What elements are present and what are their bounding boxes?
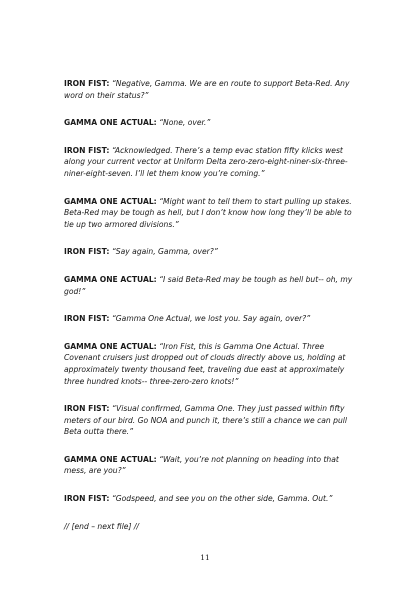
dialogue-line: “None, over.” [159,118,211,128]
dialogue-entry [64,78,356,101]
dialogue-line: “Negative, Gamma. We are en route to support Beta-Red. Any word on their status?” [64,79,350,100]
speaker-label: GAMMA ONE ACTUAL: [64,341,157,351]
speaker-label: IRON FIST: [64,79,110,88]
speaker-label: GAMMA ONE ACTUAL: [64,274,157,284]
dialogue-entry [64,274,356,297]
dialogue-line: “Godspeed, and see you on the other side, Gamma. Out.” [111,494,333,504]
dialogue-entry [64,403,356,438]
dialogue-entry [64,493,356,505]
speaker-label: IRON FIST: [64,494,110,504]
speaker-label: GAMMA ONE ACTUAL: [64,454,157,464]
dialogue-line: “Visual confirmed, Gamma One. They just passed within fifty meters of our bird. Go NOA and punch it, there’s still a chance we can pull Beta outta there.” [64,404,348,437]
speaker-label: GAMMA ONE ACTUAL: [64,196,157,206]
dialogue-entry [64,196,356,231]
speaker-label: IRON FIST: [64,314,110,324]
end-marker: // [end – next file] // [64,521,139,531]
speaker-label: IRON FIST: [64,404,110,414]
speaker-label: GAMMA ONE ACTUAL: [64,118,157,128]
dialogue-line: “Say again, Gamma, over?” [111,247,218,257]
transcript-body [64,78,356,532]
dialogue-entry [64,313,356,325]
dialogue-entry [64,454,356,477]
speaker-label: IRON FIST: [64,247,110,257]
dialogue-line: “Wait, you’re not planning on heading into that mess, are you?” [64,454,339,476]
dialogue-line: “I said Beta-Red may be tough as hell but-- oh, my god!” [64,274,353,296]
dialogue-line: “Gamma One Actual, we lost you. Say again, over?” [111,314,311,324]
dialogue-entry [64,145,356,180]
page-number: 11 [200,553,210,562]
dialogue-entry [64,246,356,258]
speaker-label: IRON FIST: [64,145,110,155]
dialogue-line: “Acknowledged. There’s a temp evac station fifty klicks west along your current vector at Uniform Delta zero-zero-eight-niner-six-three-niner-eight-seven. I’ll let them know you’re coming.” [64,145,348,178]
dialogue-entry [64,117,356,129]
dialogue-line: “Might want to tell them to start pulling up stakes. Beta-Red may be tough as hell, but I don’t know how long they’ll be able to tie up two armored divisions.” [64,196,352,229]
dialogue-entry [64,341,356,387]
dialogue-line: “Iron Fist, this is Gamma One Actual. Three Covenant cruisers just dropped out of clouds directly above us, holding at approximately twenty thousand feet, traveling due east at approximately three hundred knots-- three-zero-zero knots!” [64,341,346,386]
